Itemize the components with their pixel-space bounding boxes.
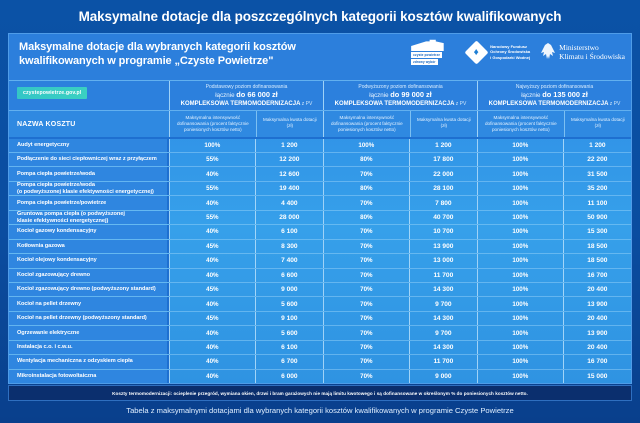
level-group-increased [323, 182, 477, 195]
level-increased-line3-bold: KOMPLEKSOWA TERMOMODERNIZACJA [334, 101, 455, 107]
level-basic-line2 [172, 91, 321, 100]
nfosigw-emblem-icon: ♦ [465, 41, 487, 63]
percent-cell-basic: 40% [206, 199, 219, 207]
level-highest-line3-bold: KOMPLEKSOWA TERMOMODERNIZACJA [488, 101, 609, 107]
ministerstwo-logo [540, 42, 625, 62]
amount-cell-basic: 9 100 [255, 312, 323, 325]
cost-name-label: Podłączenie do sieci ciepłowniczej wraz z przyłączem [17, 156, 157, 163]
level-group-highest [477, 269, 631, 282]
level-highest-line3 [480, 100, 629, 108]
amount-cell-basic: 6 100 [255, 341, 323, 354]
level-group-increased [323, 355, 477, 368]
cost-name-label: Kocioł zgazowujący drewno [17, 271, 91, 278]
subheader-group-basic [169, 111, 323, 137]
table-row [9, 326, 631, 340]
amount-cell-highest: 1 200 [563, 139, 631, 152]
level-group-basic [169, 269, 323, 282]
amount-cell-increased: 10 700 [409, 225, 477, 238]
percent-cell-highest: 100% [512, 156, 529, 164]
cost-name-cell [9, 153, 169, 166]
level-header-highest [477, 81, 631, 110]
level-group-basic [169, 341, 323, 354]
level-group-highest [477, 240, 631, 253]
cost-name-label: Kocioł gazowy kondensacyjny [17, 228, 97, 235]
level-group-increased [323, 167, 477, 180]
nfosigw-logo-line2: Ochrony Środowiska [490, 49, 531, 55]
percent-cell-highest: 100% [512, 329, 529, 337]
level-group-increased [323, 312, 477, 325]
table-row [9, 182, 631, 196]
amount-cell-highest: 22 200 [563, 153, 631, 166]
table-row [9, 297, 631, 311]
amount-cell-basic: 8 300 [255, 240, 323, 253]
level-group-highest [477, 341, 631, 354]
level-group-basic [169, 225, 323, 238]
amount-cell-increased: 14 300 [409, 312, 477, 325]
amount-cell-increased: 13 000 [409, 254, 477, 267]
level-group-highest [477, 254, 631, 267]
amount-cell-basic: 7 400 [255, 254, 323, 267]
level-header-basic [169, 81, 323, 110]
amount-cell-increased: 9 700 [409, 326, 477, 339]
ministerstwo-logo-text [559, 43, 625, 62]
cost-name-cell [9, 139, 169, 152]
amount-cell-highest: 31 500 [563, 167, 631, 180]
level-header-row [9, 80, 631, 110]
amount-cell-increased: 7 800 [409, 196, 477, 209]
subheader-increased-percent: Maksymalna intensywność dofinansowania (procent faktycznie poniesionych kosztów netto) [330, 115, 403, 133]
level-group-highest [477, 153, 631, 166]
level-group-increased [323, 283, 477, 296]
ministerstwo-logo-line2: Klimatu i Środowiska [559, 52, 625, 61]
amount-cell-increased: 17 800 [409, 153, 477, 166]
percent-cell-basic: 40% [206, 271, 219, 279]
cost-name-cell [9, 341, 169, 354]
cost-name-cell [9, 297, 169, 310]
amount-cell-basic: 19 400 [255, 182, 323, 195]
cost-name-label: Wentylacja mechaniczna z odzyskiem ciepła [17, 358, 133, 365]
percent-cell-increased: 70% [360, 358, 373, 366]
subheader-group-increased [323, 111, 477, 137]
cost-name-cell [9, 269, 169, 282]
level-increased-line3 [326, 100, 475, 108]
sub-header-row [9, 110, 631, 139]
level-increased-line3-rest: z PV [454, 101, 467, 107]
cost-name-cell [9, 196, 169, 209]
cost-name-label: Mikroinstalacja fotowoltaiczna [17, 372, 97, 379]
amount-cell-increased: 9 700 [409, 297, 477, 310]
site-badge[interactable]: czystepowietrze.gov.pl [17, 87, 87, 99]
level-group-highest [477, 297, 631, 310]
level-group-basic [169, 370, 323, 383]
level-group-highest [477, 326, 631, 339]
amount-cell-increased: 28 100 [409, 182, 477, 195]
table-row [9, 196, 631, 210]
level-basic-line3-rest: z PV [300, 101, 313, 107]
percent-cell-basic: 100% [204, 141, 221, 149]
percent-cell-basic: 40% [206, 343, 219, 351]
amount-cell-highest: 18 500 [563, 240, 631, 253]
level-highest-line2-pre: łącznie [521, 92, 541, 99]
table-row [9, 370, 631, 383]
percent-cell-increased: 70% [360, 329, 373, 337]
level-group-increased [323, 196, 477, 209]
cost-name-cell [9, 240, 169, 253]
amount-cell-basic: 4 400 [255, 196, 323, 209]
amount-cell-increased: 14 300 [409, 341, 477, 354]
cost-name-label: Kocioł olejowy kondensacyjny [17, 257, 97, 264]
amount-cell-highest: 20 400 [563, 312, 631, 325]
level-group-increased [323, 211, 477, 224]
table-card [8, 33, 632, 384]
amount-cell-highest: 18 500 [563, 254, 631, 267]
level-group-basic [169, 326, 323, 339]
card-title-line2: kwalifikowanych w programie „Czyste Powietrze" [19, 55, 274, 67]
amount-cell-basic: 6 600 [255, 269, 323, 282]
subheader-basic-percent: Maksymalna intensywność dofinansowania (procent faktycznie poniesionych kosztów netto) [176, 115, 249, 133]
czyste-powietrze-logo-line2: zdrowy wybór [413, 59, 436, 64]
subheader-highest-percent: Maksymalna intensywność dofinansowania (procent faktycznie poniesionych kosztów netto) [484, 115, 557, 133]
cost-name-label: Kocioł na pellet drzewny (podwyższony standard) [17, 315, 147, 322]
percent-cell-highest: 100% [512, 228, 529, 236]
table-body [9, 139, 631, 383]
cost-name-cell [9, 211, 169, 224]
percent-cell-highest: 100% [512, 242, 529, 250]
percent-cell-basic: 45% [206, 286, 219, 294]
percent-cell-increased: 70% [360, 199, 373, 207]
amount-cell-highest: 20 400 [563, 283, 631, 296]
level-increased-line2-pre: łącznie [369, 92, 389, 99]
cost-name-label: Ogrzewanie elektryczne [17, 329, 80, 336]
percent-cell-increased: 70% [360, 300, 373, 308]
cost-name-label: Pompa ciepła powietrze/woda (o podwyższonej klasie efektywności energetycznej) [17, 181, 154, 195]
amount-cell-increased: 14 300 [409, 283, 477, 296]
level-group-highest [477, 196, 631, 209]
table-row [9, 355, 631, 369]
percent-cell-increased: 70% [360, 257, 373, 265]
czyste-powietrze-logo-line1: czyste powietrze [413, 52, 441, 57]
table-row [9, 341, 631, 355]
table-row [9, 153, 631, 167]
level-group-increased [323, 139, 477, 152]
level-group-increased [323, 153, 477, 166]
percent-cell-highest: 100% [512, 343, 529, 351]
page-title: Maksymalne dotacje dla poszczególnych kategorii kosztów kwalifikowanych [78, 9, 562, 24]
amount-cell-increased: 9 000 [409, 370, 477, 383]
level-group-highest [477, 283, 631, 296]
table-row [9, 269, 631, 283]
percent-cell-highest: 100% [512, 214, 529, 222]
cost-name-cell [9, 225, 169, 238]
percent-cell-increased: 70% [360, 372, 373, 380]
level-group-increased [323, 326, 477, 339]
amount-cell-basic: 12 200 [255, 153, 323, 166]
table-row [9, 240, 631, 254]
level-group-increased [323, 370, 477, 383]
percent-cell-increased: 80% [360, 185, 373, 193]
level-group-increased [323, 341, 477, 354]
level-increased-line1: Podwyższony poziom dofinansowania [358, 84, 443, 90]
percent-cell-highest: 100% [512, 271, 529, 279]
level-basic-line1: Podstawowy poziom dofinansowania [205, 84, 288, 90]
subheader-increased-amount: Maksymalna kwota dotacji (zł) [410, 111, 477, 137]
percent-cell-increased: 70% [360, 343, 373, 351]
level-group-highest [477, 312, 631, 325]
level-header-increased [323, 81, 477, 110]
level-group-basic [169, 139, 323, 152]
level-group-basic [169, 312, 323, 325]
amount-cell-increased: 11 700 [409, 355, 477, 368]
level-group-basic [169, 240, 323, 253]
level-increased-amount: do 99 000 zł [390, 90, 432, 99]
percent-cell-highest: 100% [512, 141, 529, 149]
footnote: Koszty termomodernizacji: ocieplenie przegród, wymiana okien, drzwi i bram garażowych nie mają limitu kwotowego i są dofinansowane w określonym % do poniesionych kosztów netto. [8, 385, 632, 401]
amount-cell-basic: 5 600 [255, 326, 323, 339]
amount-cell-increased: 11 700 [409, 269, 477, 282]
table-row [9, 211, 631, 225]
percent-cell-increased: 70% [360, 228, 373, 236]
cost-name-label: Kotłownia gazowa [17, 242, 65, 249]
percent-cell-highest: 100% [512, 315, 529, 323]
level-group-basic [169, 153, 323, 166]
level-basic-line3-bold: KOMPLEKSOWA TERMOMODERNIZACJA [180, 101, 301, 107]
subheader-group-highest [477, 111, 631, 137]
cost-name-cell [9, 283, 169, 296]
percent-cell-highest: 100% [512, 286, 529, 294]
table-row [9, 167, 631, 181]
level-group-increased [323, 269, 477, 282]
percent-cell-basic: 55% [206, 156, 219, 164]
table-row [9, 225, 631, 239]
cost-name-cell [9, 167, 169, 180]
percent-cell-highest: 100% [512, 300, 529, 308]
cost-name-cell [9, 182, 169, 195]
percent-cell-highest: 100% [512, 358, 529, 366]
cost-name-label: Audyt energetyczny [17, 141, 70, 148]
percent-cell-increased: 80% [360, 214, 373, 222]
amount-cell-highest: 13 900 [563, 326, 631, 339]
percent-cell-basic: 40% [206, 300, 219, 308]
table-row [9, 139, 631, 153]
cost-name-label: Kocioł na pellet drzewny [17, 300, 82, 307]
percent-cell-highest: 100% [512, 199, 529, 207]
level-group-highest [477, 139, 631, 152]
amount-cell-basic: 28 000 [255, 211, 323, 224]
level-group-increased [323, 225, 477, 238]
nfosigw-logo-line1: Narodowy Fundusz [490, 44, 528, 50]
level-group-basic [169, 167, 323, 180]
percent-cell-highest: 100% [512, 170, 529, 178]
house-icon [411, 39, 455, 51]
level-group-highest [477, 182, 631, 195]
level-group-highest [477, 167, 631, 180]
level-group-increased [323, 254, 477, 267]
level-group-basic [169, 355, 323, 368]
amount-cell-highest: 15 000 [563, 370, 631, 383]
level-highest-line1: Najwyższy poziom dofinansowania [515, 84, 594, 90]
amount-cell-basic: 5 600 [255, 297, 323, 310]
amount-cell-increased: 40 700 [409, 211, 477, 224]
percent-cell-basic: 55% [206, 214, 219, 222]
percent-cell-increased: 100% [358, 141, 375, 149]
level-basic-line3 [172, 100, 321, 108]
percent-cell-basic: 45% [206, 315, 219, 323]
amount-cell-basic: 1 200 [255, 139, 323, 152]
card-header [9, 34, 631, 80]
level-highest-line3-rest: z PV [608, 101, 621, 107]
percent-cell-increased: 70% [360, 170, 373, 178]
level-group-basic [169, 211, 323, 224]
percent-cell-basic: 55% [206, 185, 219, 193]
level-group-highest [477, 225, 631, 238]
table-row [9, 254, 631, 268]
cost-name-label: Kocioł zgazowujący drewno (podwyższony standard) [17, 286, 156, 293]
subheader-basic-amount: Maksymalna kwota dotacji (zł) [256, 111, 323, 137]
percent-cell-increased: 80% [360, 156, 373, 164]
cost-name-cell [9, 312, 169, 325]
percent-cell-basic: 40% [206, 358, 219, 366]
percent-cell-basic: 40% [206, 257, 219, 265]
percent-cell-basic: 40% [206, 228, 219, 236]
amount-cell-basic: 6 100 [255, 225, 323, 238]
percent-cell-highest: 100% [512, 257, 529, 265]
amount-cell-increased: 22 000 [409, 167, 477, 180]
level-group-increased [323, 297, 477, 310]
level-group-basic [169, 182, 323, 195]
percent-cell-increased: 70% [360, 315, 373, 323]
nfosigw-logo-text [490, 44, 530, 60]
level-group-highest [477, 355, 631, 368]
amount-cell-highest: 35 200 [563, 182, 631, 195]
cost-name-label: Pompa ciepła powietrze/woda [17, 170, 95, 177]
subheader-highest-amount: Maksymalna kwota dotacji (zł) [564, 111, 631, 137]
percent-cell-highest: 100% [512, 372, 529, 380]
card-title [19, 40, 379, 68]
ministerstwo-logo-line1: Ministerstwo [559, 42, 599, 52]
cost-name-cell [9, 355, 169, 368]
cost-name-label: Pompa ciepła powietrze/powietrze [17, 199, 107, 206]
level-group-increased [323, 240, 477, 253]
amount-cell-basic: 6 000 [255, 370, 323, 383]
level-group-basic [169, 283, 323, 296]
amount-cell-highest: 20 400 [563, 341, 631, 354]
site-badge-cell [9, 81, 169, 110]
nfosigw-logo [465, 41, 530, 63]
percent-cell-basic: 40% [206, 329, 219, 337]
cost-name-cell [9, 370, 169, 383]
amount-cell-highest: 15 300 [563, 225, 631, 238]
card-title-line1: Maksymalne dotacje dla wybranych kategorii kosztów [19, 41, 296, 53]
amount-cell-basic: 12 600 [255, 167, 323, 180]
amount-cell-highest: 16 700 [563, 355, 631, 368]
percent-cell-highest: 100% [512, 185, 529, 193]
cost-name-cell [9, 326, 169, 339]
level-highest-amount: do 135 000 zł [542, 90, 588, 99]
percent-cell-increased: 70% [360, 242, 373, 250]
level-basic-line2-pre: łącznie [215, 92, 235, 99]
logo-group [411, 39, 625, 65]
percent-cell-basic: 40% [206, 372, 219, 380]
table-row [9, 312, 631, 326]
amount-cell-basic: 9 000 [255, 283, 323, 296]
level-highest-line2 [480, 91, 629, 100]
nfosigw-logo-line3: i Gospodarki Wodnej [490, 54, 531, 60]
eagle-icon [540, 42, 556, 62]
cost-name-label: Gruntowa pompa ciepła (o podwyższonej klasie efektywności energetycznej) [17, 210, 125, 224]
level-group-highest [477, 211, 631, 224]
figure-caption: Tabela z maksymalnymi dotacjami dla wybranych kategorii kosztów kwalifikowanych w programie Czyste Powietrze [126, 406, 514, 415]
amount-cell-increased: 1 200 [409, 139, 477, 152]
amount-cell-highest: 50 900 [563, 211, 631, 224]
table-row [9, 283, 631, 297]
cost-name-cell [9, 254, 169, 267]
level-group-basic [169, 297, 323, 310]
amount-cell-increased: 13 900 [409, 240, 477, 253]
czyste-powietrze-logo [411, 39, 455, 65]
level-group-basic [169, 254, 323, 267]
percent-cell-basic: 40% [206, 170, 219, 178]
percent-cell-basic: 45% [206, 242, 219, 250]
amount-cell-highest: 13 900 [563, 297, 631, 310]
amount-cell-highest: 16 700 [563, 269, 631, 282]
level-basic-amount: do 66 000 zł [236, 90, 278, 99]
amount-cell-basic: 6 700 [255, 355, 323, 368]
percent-cell-increased: 70% [360, 286, 373, 294]
amount-cell-highest: 11 100 [563, 196, 631, 209]
cost-name-label: Instalacja c.o. i c.w.u. [17, 343, 73, 350]
level-increased-line2 [326, 91, 475, 100]
name-column-header: NAZWA KOSZTU [17, 121, 76, 128]
percent-cell-increased: 70% [360, 271, 373, 279]
level-group-highest [477, 370, 631, 383]
level-group-basic [169, 196, 323, 209]
